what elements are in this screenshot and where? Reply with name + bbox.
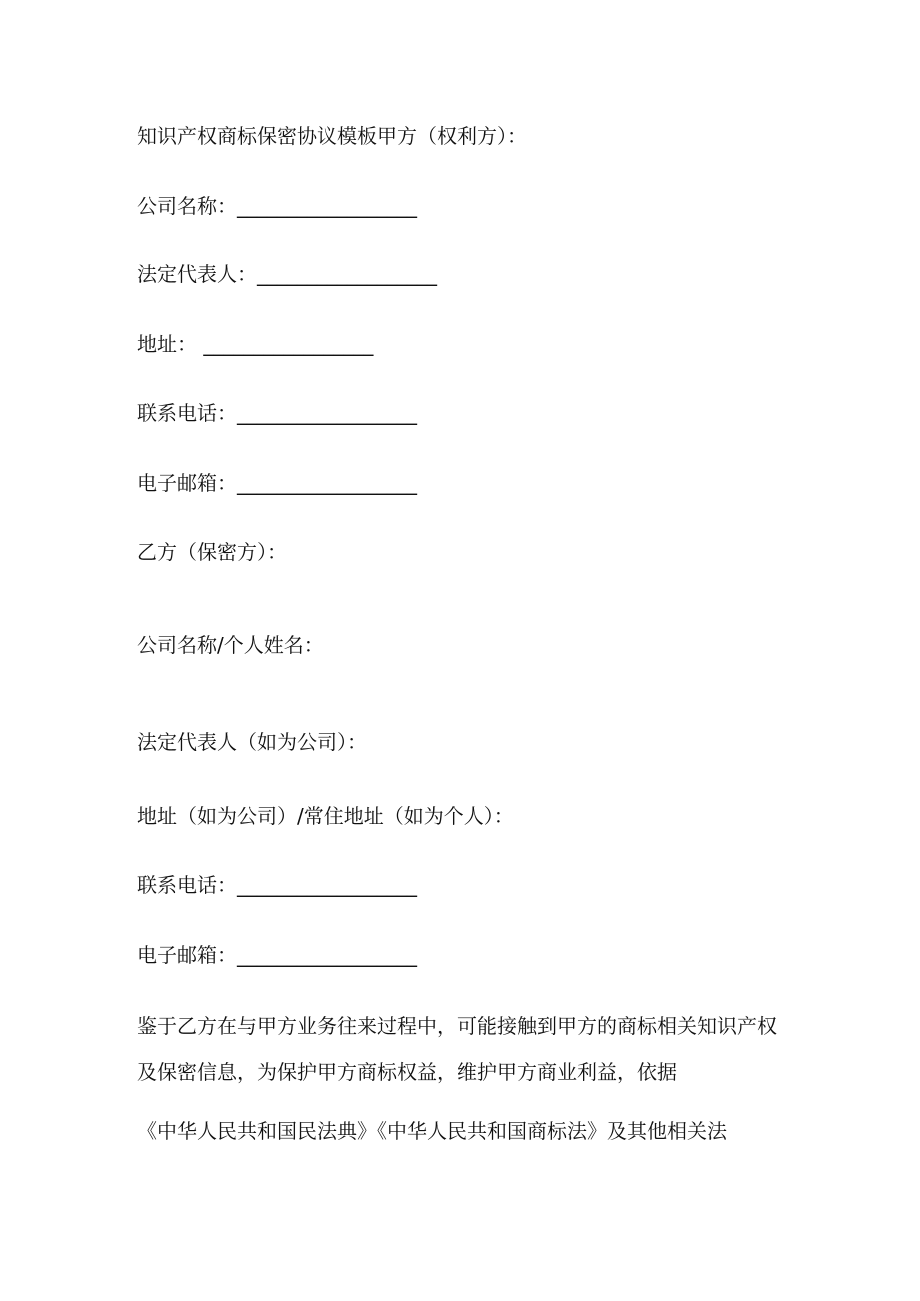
party-a-email-label: 电子邮箱：	[137, 471, 237, 495]
party-b-legal-rep-label: 法定代表人（如为公司）：	[137, 730, 367, 754]
party-b-address-label: 地址（如为公司）/常住地址（如为个人）：	[137, 804, 514, 828]
party-a-legal-rep-row	[137, 260, 437, 288]
party-a-address-label: 地址：	[137, 332, 197, 356]
party-a-phone-blank: __________________	[237, 401, 417, 425]
party-a-email-blank: __________________	[237, 471, 417, 495]
preamble-line-1: 鉴于乙方在与甲方业务往来过程中，可能接触到甲方的商标相关知识产权	[137, 1014, 777, 1038]
preamble-line-3: 《中华人民共和国民法典》《中华人民共和国商标法》及其他相关法	[137, 1119, 727, 1143]
party-a-company-name-row	[137, 192, 417, 220]
preamble-line-2: 及保密信息，为保护甲方商标权益，维护甲方商业利益，依据	[137, 1060, 677, 1084]
party-a-phone-row	[137, 399, 417, 427]
party-a-phone-label: 联系电话：	[137, 401, 237, 425]
party-a-address-row	[137, 330, 373, 358]
party-b-phone-label: 联系电话：	[137, 873, 237, 897]
party-a-company-name-label: 公司名称：	[137, 194, 237, 218]
party-a-address-blank: _________________	[197, 332, 374, 356]
party-a-legal-rep-label: 法定代表人：	[137, 262, 257, 286]
party-b-phone-row	[137, 871, 417, 899]
party-b-name-label: 公司名称/个人姓名：	[137, 633, 324, 657]
document-title: 知识产权商标保密协议模板甲方（权利方）：	[137, 124, 527, 148]
party-b-email-label: 电子邮箱：	[137, 943, 237, 967]
party-a-legal-rep-blank: __________________	[257, 262, 437, 286]
party-b-email-blank: __________________	[237, 943, 417, 967]
party-b-heading: 乙方（保密方）：	[137, 540, 287, 564]
party-a-company-name-blank: __________________	[237, 194, 417, 218]
party-b-email-row	[137, 941, 417, 969]
party-a-email-row	[137, 469, 417, 497]
party-b-phone-blank: __________________	[237, 873, 417, 897]
